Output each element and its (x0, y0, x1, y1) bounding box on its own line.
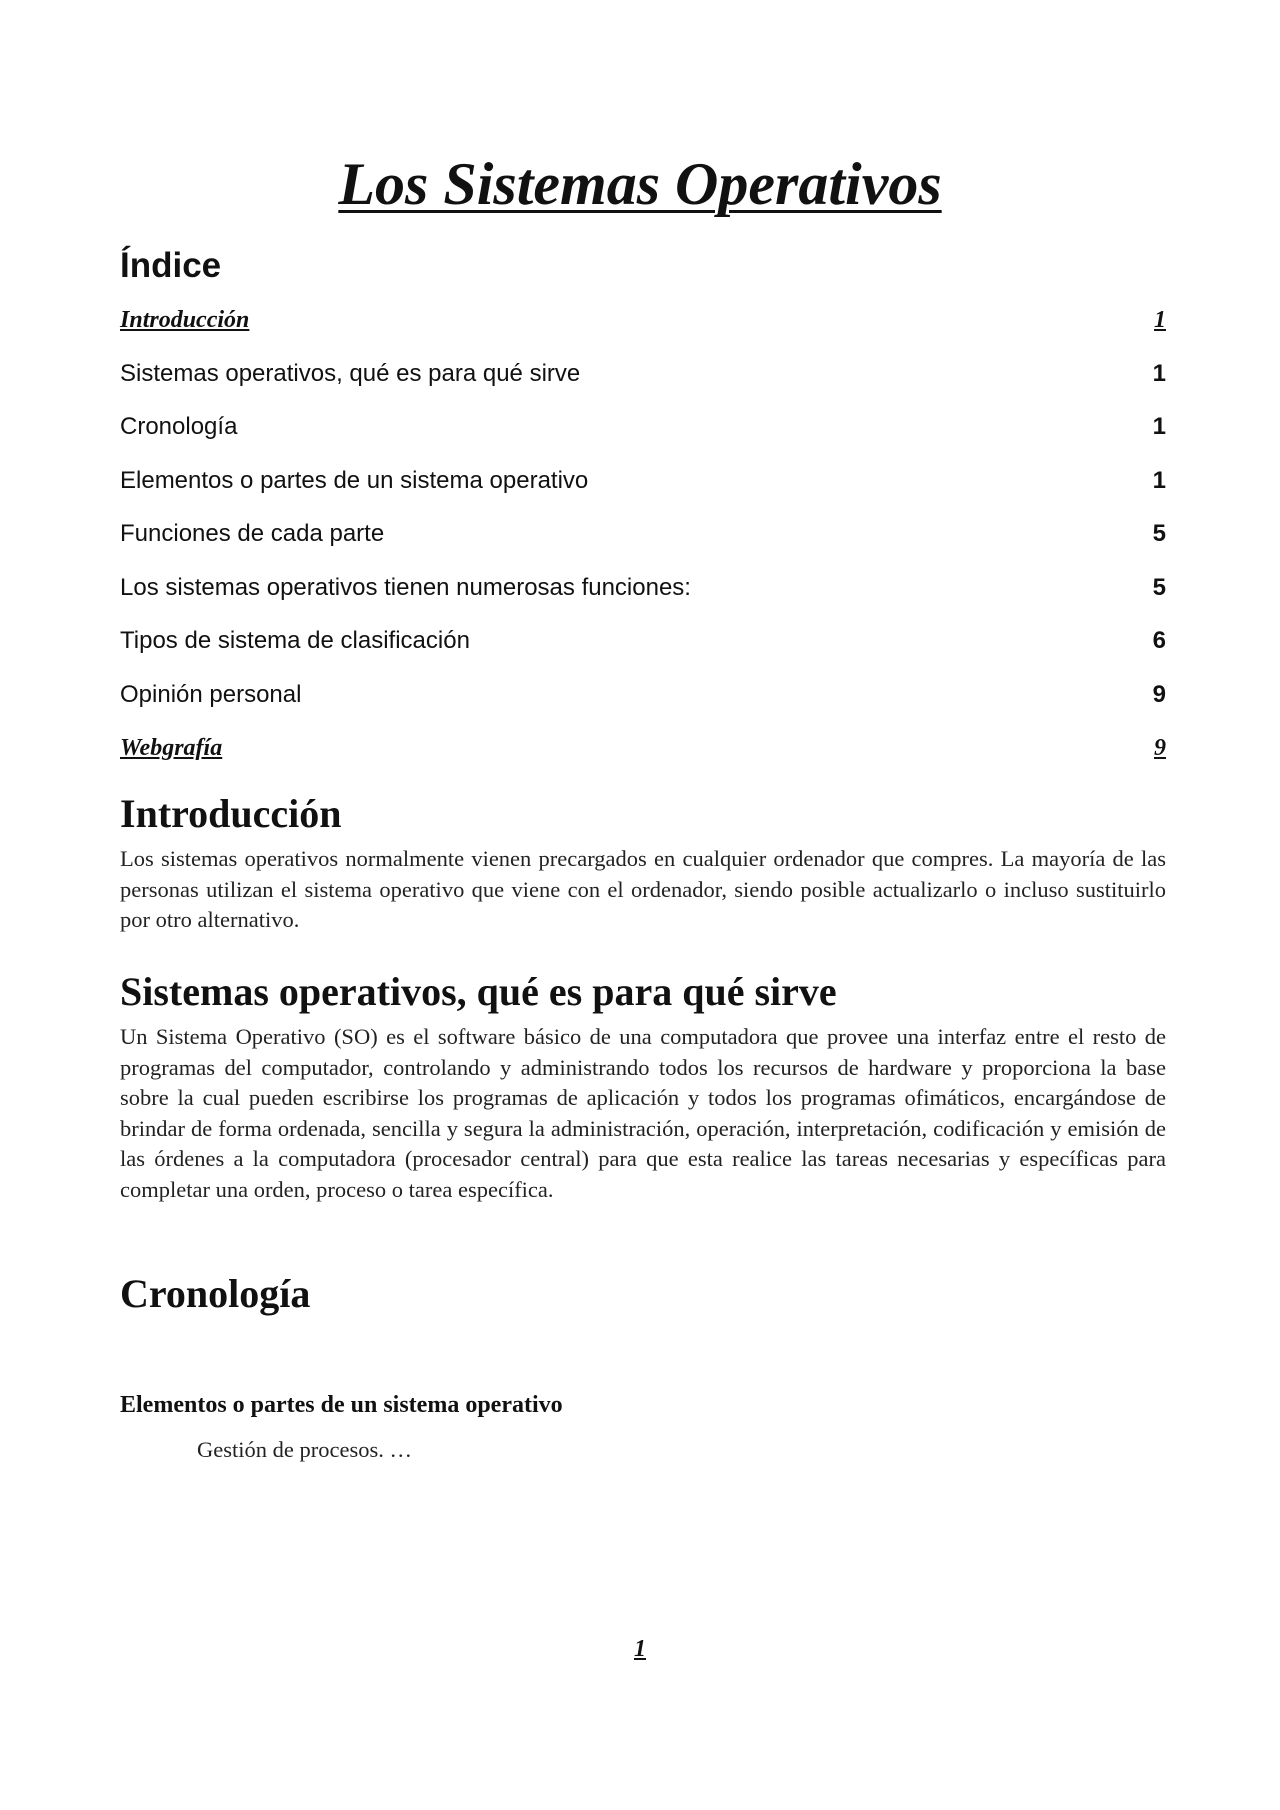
toc-entry-label: Los sistemas operativos tienen numerosas funciones: (120, 573, 691, 601)
toc-entry-tipos[interactable] (120, 626, 1166, 680)
toc-entry-funciones-cada-parte[interactable] (120, 519, 1166, 573)
toc-entry-label: Tipos de sistema de clasificación (120, 627, 470, 654)
toc-entry-que-es[interactable] (120, 359, 1166, 413)
toc-entry-page: 5 (1152, 520, 1166, 547)
toc-entry-label: Elementos o partes de un sistema operativo (120, 466, 589, 494)
section-heading: Sistemas operativos, qué es para qué sirve (120, 969, 837, 1014)
table-of-contents (120, 305, 1166, 787)
section-body: Los sistemas operativos normalmente vienen precargados en cualquier ordenador que compres. La mayoría de las personas utilizan el sistema operativo que viene con el ordenador, siendo posible actualizarlo o incluso sustituirlo por otro alternativo. (120, 846, 1166, 932)
section-heading: Introducción (120, 791, 342, 836)
toc-entry-elementos[interactable] (120, 466, 1166, 520)
section-que-es (120, 968, 1166, 1205)
toc-entry-webgrafia[interactable] (120, 733, 1166, 787)
toc-entry-page: 9 (1152, 680, 1166, 708)
toc-heading: Índice (120, 246, 222, 285)
toc-entry-page: 5 (1152, 573, 1166, 601)
toc-entry-page: 6 (1152, 627, 1166, 654)
toc-entry-opinion[interactable] (120, 680, 1166, 734)
toc-entry-page: 9 (1154, 735, 1166, 761)
toc-entry-numerosas-funciones[interactable] (120, 573, 1166, 627)
toc-entry-label: Introducción (120, 307, 250, 333)
section-heading: Cronología (120, 1271, 311, 1316)
section-body: Un Sistema Operativo (SO) es el software básico de una computadora que provee una interfaz entre el resto de programas del computador, controlando y administrando todos los recursos de hardware y proporciona la base sobre la cual pueden escribirse los programas de aplicación y todos los programas ofimáticos, encargándose de brindar de forma ordenada, sencilla y segura la administración, operación, interpretación, codificación y emisión de las órdenes a la computadora (procesador central) para que esta realice las tareas necesarias y específicas para completar una orden, proceso o tarea específica. (120, 1024, 1166, 1202)
toc-entry-page: 1 (1152, 359, 1166, 387)
section-introduccion (120, 790, 1166, 936)
toc-entry-page: 1 (1152, 413, 1166, 440)
toc-entry-cronologia[interactable] (120, 412, 1166, 466)
toc-entry-page: 1 (1154, 307, 1166, 333)
subsection-heading-elementos: Elementos o partes de un sistema operativo (120, 1392, 563, 1418)
toc-entry-label: Webgrafía (120, 735, 223, 761)
toc-entry-label: Cronología (120, 413, 238, 440)
subsection-body-elementos: Gestión de procesos. … (197, 1437, 412, 1462)
toc-entry-label: Sistemas operativos, qué es para qué sirve (120, 359, 581, 387)
document-title: Los Sistemas Operativos (338, 151, 942, 217)
toc-entry-label: Funciones de cada parte (120, 520, 385, 547)
toc-entry-introduccion[interactable] (120, 305, 1166, 359)
toc-entry-page: 1 (1152, 466, 1166, 494)
section-cronologia (120, 1270, 1166, 1324)
page-number: 1 (634, 1636, 646, 1662)
toc-entry-label: Opinión personal (120, 680, 302, 708)
